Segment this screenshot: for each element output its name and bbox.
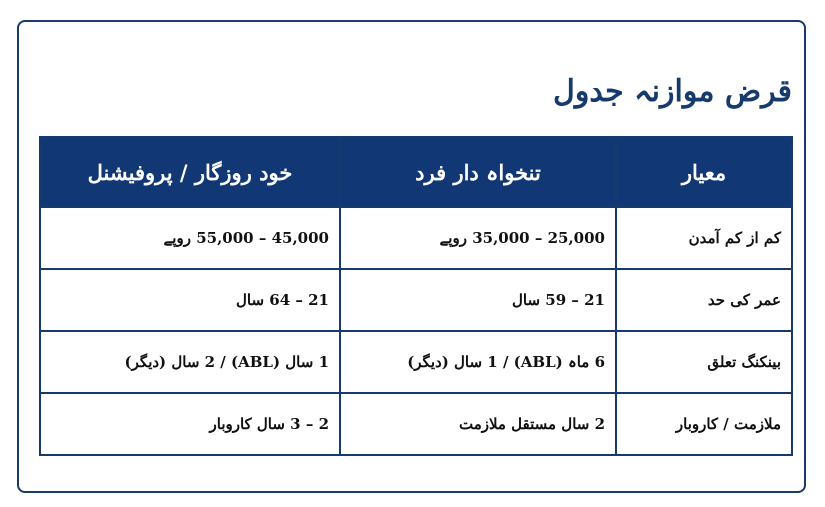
table-row [40, 269, 792, 331]
table-header-row [40, 137, 792, 207]
self-employed-value: 45,000 – 55,000 روپے [40, 207, 340, 269]
row-label: عمر کی حد [616, 269, 792, 331]
self-employed-value: 1 سال (ABL) / 2 سال (دیگر) [40, 331, 340, 393]
row-label: ملازمت / کاروبار [616, 393, 792, 455]
table-row [40, 331, 792, 393]
page-title: قرض موازنہ جدول [553, 74, 792, 109]
row-label: بینکنگ تعلق [616, 331, 792, 393]
header-self-employed: خود روزگار / پروفیشنل [40, 137, 340, 207]
header-salaried: تنخواہ دار فرد [340, 137, 616, 207]
self-employed-value: 21 – 64 سال [40, 269, 340, 331]
salaried-value: 21 – 59 سال [340, 269, 616, 331]
salaried-value: 2 سال مستقل ملازمت [340, 393, 616, 455]
row-label: کم از کم آمدن [616, 207, 792, 269]
header-criteria: معیار [616, 137, 792, 207]
table-row [40, 207, 792, 269]
salaried-value: 6 ماہ (ABL) / 1 سال (دیگر) [340, 331, 616, 393]
loan-comparison-table [39, 136, 793, 456]
table-row [40, 393, 792, 455]
salaried-value: 25,000 – 35,000 روپے [340, 207, 616, 269]
comparison-card [17, 20, 806, 493]
self-employed-value: 2 – 3 سال کاروبار [40, 393, 340, 455]
